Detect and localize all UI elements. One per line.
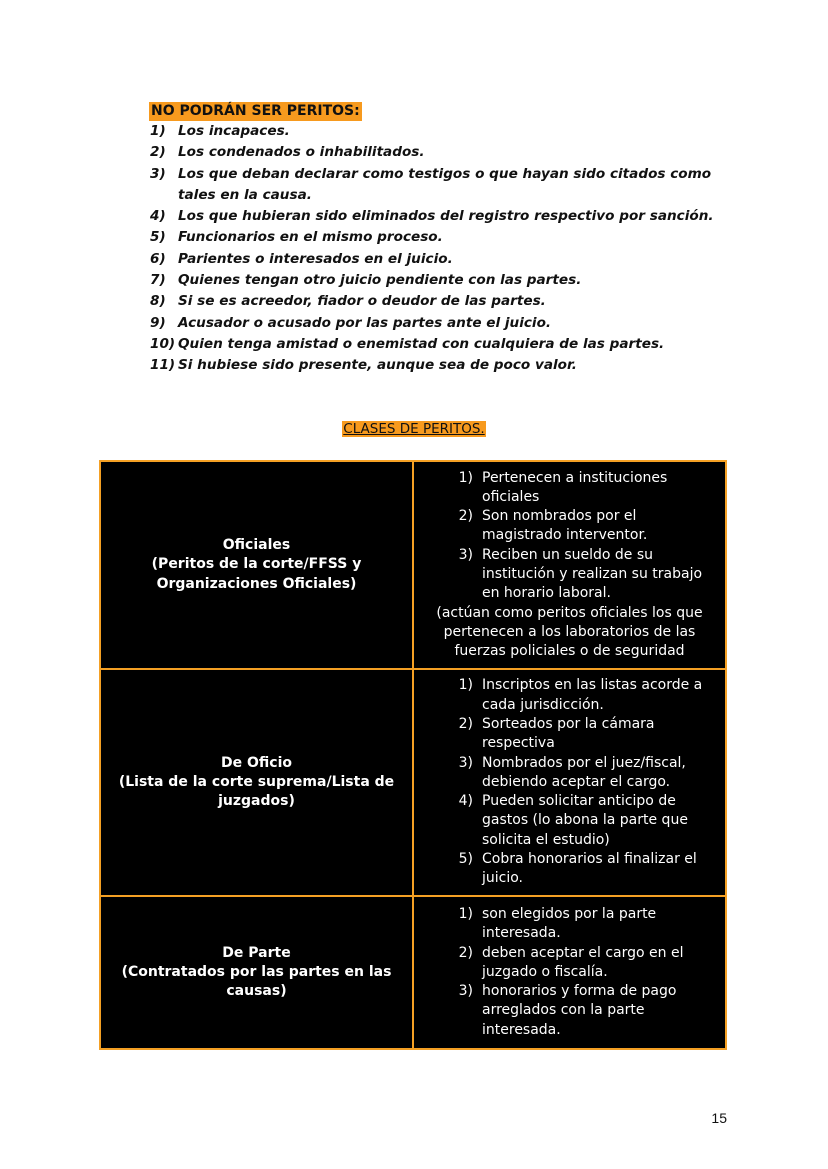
point-number: 3) bbox=[458, 754, 473, 771]
point-number: 5) bbox=[458, 851, 473, 868]
point-number: 3) bbox=[458, 983, 473, 1000]
class-title: De Parte bbox=[222, 944, 291, 961]
list-item bbox=[150, 249, 720, 270]
list-item bbox=[150, 270, 720, 291]
details-cell bbox=[413, 461, 726, 669]
point-text: Pertenecen a instituciones oficiales bbox=[482, 469, 668, 505]
list-item bbox=[150, 227, 720, 248]
point-number: 2) bbox=[458, 715, 473, 732]
class-description: (Contratados por las partes en las causas) bbox=[121, 963, 392, 1000]
details-cell bbox=[413, 896, 726, 1049]
point-number: 1) bbox=[458, 677, 473, 694]
item-number: 9) bbox=[150, 314, 166, 331]
expert-classes-table bbox=[99, 460, 727, 1050]
class-cell bbox=[100, 461, 413, 669]
point-item bbox=[420, 850, 719, 889]
item-text: Quien tenga amistad o enemistad con cualquiera de las partes. bbox=[178, 335, 665, 352]
item-number: 2) bbox=[150, 144, 166, 161]
point-text: Pueden solicitar anticipo de gastos (lo abona la parte que solicita el estudio) bbox=[482, 793, 688, 848]
details-cell bbox=[413, 669, 726, 896]
list-item bbox=[150, 334, 720, 355]
item-text: Los que hubieran sido eliminados del registro respectivo por sanción. bbox=[178, 208, 714, 225]
point-item bbox=[420, 982, 719, 1040]
point-item bbox=[420, 715, 719, 754]
point-item bbox=[420, 507, 719, 546]
item-number: 5) bbox=[150, 229, 166, 246]
point-text: Sorteados por la cámara respectiva bbox=[482, 715, 655, 752]
point-text: Cobra honorarios al finalizar el juicio. bbox=[482, 851, 697, 887]
item-text: Los condenados o inhabilitados. bbox=[178, 144, 425, 161]
point-text: Inscriptos en las listas acorde a cada jurisdicción. bbox=[482, 677, 703, 713]
point-item bbox=[420, 546, 719, 604]
item-number: 7) bbox=[150, 272, 166, 289]
item-number: 11) bbox=[150, 357, 176, 374]
page-number: 15 bbox=[711, 1110, 727, 1126]
item-text: Parientes o interesados en el juicio. bbox=[178, 250, 453, 267]
item-text: Funcionarios en el mismo proceso. bbox=[178, 229, 443, 246]
class-cell bbox=[100, 896, 413, 1049]
point-number: 1) bbox=[458, 905, 473, 922]
exclusion-list bbox=[150, 121, 720, 377]
point-number: 2) bbox=[458, 944, 473, 961]
point-number: 2) bbox=[458, 508, 473, 525]
item-number: 1) bbox=[150, 123, 166, 139]
item-number: 6) bbox=[150, 250, 166, 267]
item-number: 10) bbox=[150, 335, 176, 352]
item-text: Acusador o acusado por las partes ante el juicio. bbox=[178, 314, 552, 331]
subheading: CLASES DE PERITOS. bbox=[343, 421, 485, 437]
list-item bbox=[150, 291, 720, 312]
class-title: De Oficio bbox=[221, 754, 292, 771]
point-text: Reciben un sueldo de su institución y realizan su trabajo en horario laboral. bbox=[482, 546, 703, 602]
point-number: 4) bbox=[458, 793, 473, 810]
class-description: (Lista de la corte suprema/Lista de juzgados) bbox=[118, 773, 395, 810]
item-text: Quienes tengan otro juicio pendiente con las partes. bbox=[178, 272, 582, 289]
item-number: 8) bbox=[150, 293, 166, 310]
point-item bbox=[420, 754, 719, 793]
list-item bbox=[150, 206, 720, 227]
point-item bbox=[420, 944, 719, 983]
point-text: son elegidos por la parte interesada. bbox=[482, 905, 657, 942]
item-text: Los incapaces. bbox=[178, 123, 290, 139]
list-item bbox=[150, 355, 720, 376]
item-number: 3) bbox=[150, 165, 166, 182]
item-text: Si hubiese sido presente, aunque sea de poco valor. bbox=[178, 357, 577, 374]
table-row bbox=[100, 896, 726, 1049]
point-item bbox=[420, 676, 719, 715]
item-text: Si se es acreedor, fiador o deudor de las partes. bbox=[178, 293, 546, 310]
list-item bbox=[150, 164, 720, 207]
point-text: honorarios y forma de pago arreglados con la parte interesada. bbox=[482, 983, 677, 1038]
point-item bbox=[420, 792, 719, 850]
item-number: 4) bbox=[150, 208, 166, 225]
class-description: (Peritos de la corte/FFSS y Organizaciones Oficiales) bbox=[151, 556, 362, 592]
point-item bbox=[420, 905, 719, 944]
table-row bbox=[100, 669, 726, 896]
section-heading: NO PODRÁN SER PERITOS: bbox=[151, 103, 360, 119]
note: (actúan como peritos oficiales los que pertenecen a los laboratorios de las fuerzas policiales o de seguridad bbox=[436, 604, 703, 660]
point-text: Nombrados por el juez/fiscal, debiendo aceptar el cargo. bbox=[482, 754, 686, 790]
point-number: 1) bbox=[458, 469, 473, 486]
point-item bbox=[420, 469, 719, 508]
item-text: Los que deban declarar como testigos o que hayan sido citados como tales en la causa. bbox=[178, 165, 712, 203]
class-title: Oficiales bbox=[222, 537, 291, 554]
table-row bbox=[100, 461, 726, 669]
list-item bbox=[150, 142, 720, 163]
point-text: Son nombrados por el magistrado interventor. bbox=[482, 508, 648, 544]
list-item bbox=[150, 313, 720, 334]
list-item bbox=[150, 121, 720, 142]
point-number: 3) bbox=[458, 546, 473, 563]
class-cell bbox=[100, 669, 413, 896]
point-text: deben aceptar el cargo en el juzgado o fiscalía. bbox=[482, 944, 684, 980]
